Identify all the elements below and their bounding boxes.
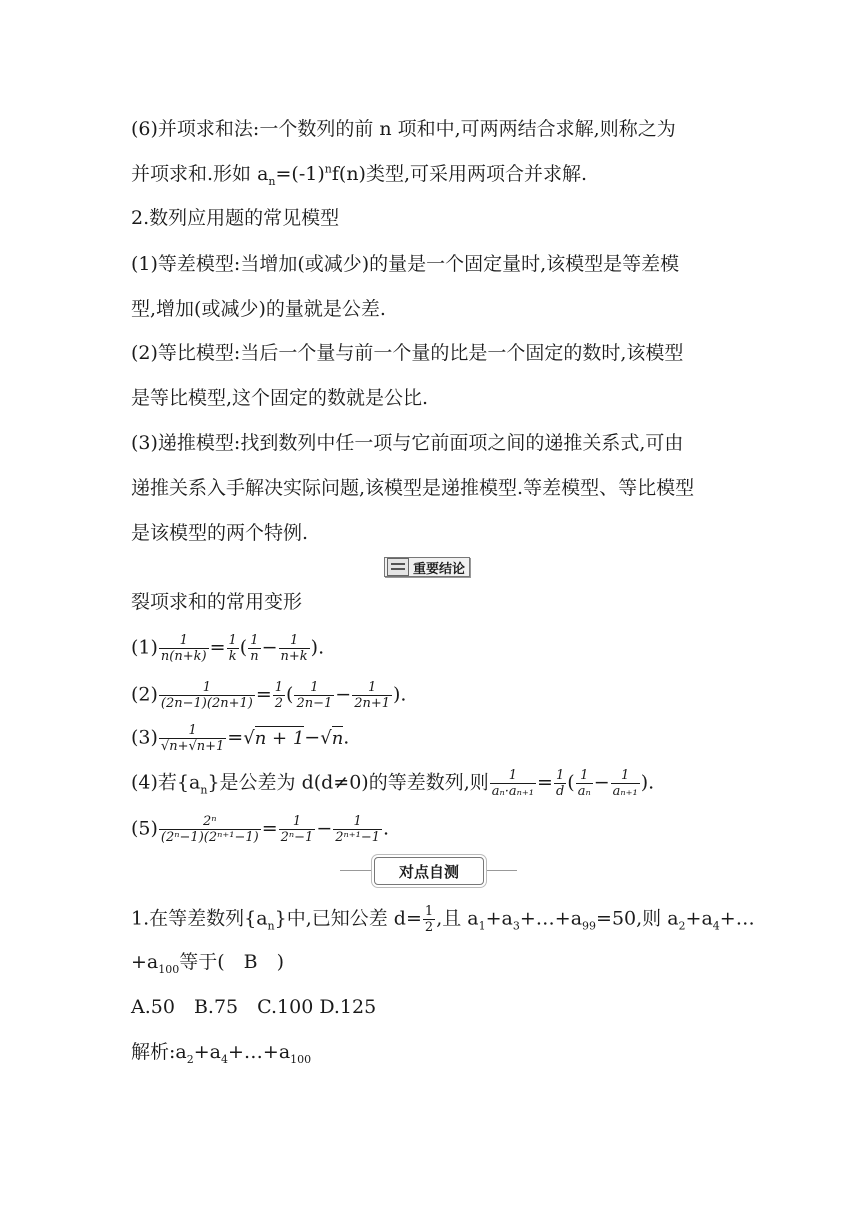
model2-line1: (2)等比模型:当后一个量与前一个量的比是一个固定的数时,该模型 <box>131 342 684 364</box>
self-test-section-label: 对点自测 <box>374 857 484 885</box>
formula-2: (2) $\frac{1}{(2n-1)(2n+1)}$ = $\frac{1}{2}$ ( $\frac{1}{2n-1}$ − $\frac{1}{2n+1}$ ). <box>131 680 407 711</box>
model3-line2: 递推关系入手解决实际问题,该模型是递推模型.等差模型、等比模型 <box>131 477 695 499</box>
formula-1: (1) $\frac{1}{n(n+k)}$ = $\frac{1}{k}$ ( $\frac{1}{n}$ − $\frac{1}{n+k}$ ). <box>131 633 325 664</box>
formula-3: (3) $\frac{1}{√n+√n+1}$ =√n + 1−√n. <box>131 723 350 754</box>
question-1-line1: 1.在等差数列$\{a_n\}$中,已知公差 d= $\frac{1}{2}$ ,且 $a_1+a_3+\dots+a_{99}=50$,则 $a_2+a_4+\dots$ <box>131 904 755 935</box>
model1-line1: (1)等差模型:当增加(或减少)的量是一个固定量时,该模型是等差模 <box>131 253 680 275</box>
formula-4: (4)若$\{a_n\}$是公差为 d(d≠0)的等差数列,则 $\frac{1}{\text{aₙ·aₙ₊₁}}$ = $\frac{1}{d}$ ( $\frac{1}{\text{aₙ}}$ − $\frac{1}{\text{aₙ₊₁}}$ ). <box>131 768 655 799</box>
key-conclusion-badge <box>384 557 470 577</box>
formula-5: (5) $\frac{\text{2ⁿ}}{\text{(2ⁿ−1)(2ⁿ⁺¹−1)}}$ = $\frac{1}{\text{2ⁿ−1}}$ − $\frac{1}{\text{2ⁿ⁺¹−1}}$ . <box>131 814 390 845</box>
question-1-line2: $+a_{100}$等于( B ) <box>131 951 285 976</box>
model1-line2: 型,增加(或减少)的量就是公差. <box>131 298 386 320</box>
question-1-options: A.50 B.75 C.100 D.125 <box>131 996 377 1018</box>
model2-line2: 是等比模型,这个固定的数就是公比. <box>131 387 429 409</box>
para6-line2: 并项求和.形如 $a_n=(-1)^nf(n)$类型,可采用两项合并求解. <box>131 162 588 188</box>
divider-left <box>340 870 374 871</box>
book-icon <box>387 558 409 576</box>
para6-line1: (6)并项求和法:一个数列的前 n 项和中,可两两结合求解,则称之为 <box>131 118 676 140</box>
divider-right <box>483 870 517 871</box>
question-1-analysis: 解析$:a_2+a_4+\dots+a_{100}$ <box>131 1041 312 1066</box>
model3-line3: 是该模型的两个特例. <box>131 522 309 544</box>
section2-title: 2.数列应用题的常见模型 <box>131 207 340 229</box>
badge-label: 重要结论 <box>413 561 466 577</box>
formula-heading: 裂项求和的常用变形 <box>131 591 303 613</box>
model3-line1: (3)递推模型:找到数列中任一项与它前面项之间的递推关系式,可由 <box>131 432 684 454</box>
